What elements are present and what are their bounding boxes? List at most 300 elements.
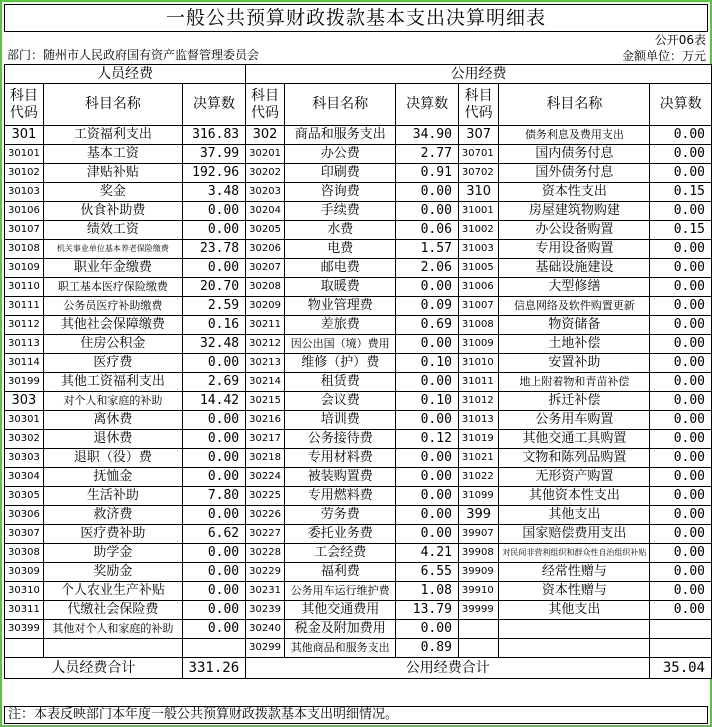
col-header-amount: 决算数 — [650, 84, 712, 126]
amount-cell: 0.00 — [650, 164, 712, 183]
subject-name-cell: 大型修缮 — [499, 278, 650, 297]
subject-name-cell: 办公费 — [284, 145, 396, 164]
subject-code-cell: 30227 — [246, 525, 285, 544]
col-header-code: 科目代码 — [5, 84, 44, 126]
amount-cell: 0.00 — [650, 126, 712, 145]
subject-name-cell: 租赁费 — [284, 373, 396, 392]
table-row — [5, 183, 712, 202]
subject-name-cell: 会议费 — [284, 392, 396, 411]
table-row — [5, 639, 712, 658]
subject-code-cell: 31013 — [458, 411, 499, 430]
subject-code-cell: 30240 — [246, 620, 285, 639]
col-header-code: 科目代码 — [246, 84, 285, 126]
col-header-amount: 决算数 — [182, 84, 245, 126]
subject-name-cell: 其他商品和服务支出 — [284, 639, 396, 658]
amount-cell: 34.90 — [396, 126, 458, 145]
subject-name-cell: 商品和服务支出 — [284, 126, 396, 145]
subject-code-cell: 30308 — [5, 544, 44, 563]
amount-cell: 0.00 — [650, 468, 712, 487]
subject-name-cell: 工资福利支出 — [43, 126, 182, 145]
amount-cell: 0.10 — [396, 354, 458, 373]
table-row — [5, 297, 712, 316]
subject-name-cell: 专用设备购置 — [499, 240, 650, 259]
amount-cell: 0.00 — [650, 525, 712, 544]
subject-code-cell: 310 — [458, 183, 499, 202]
subject-code-cell: 30302 — [5, 430, 44, 449]
amount-cell: 0.00 — [396, 183, 458, 202]
amount-cell: 0.00 — [650, 240, 712, 259]
amount-cell: 192.96 — [182, 164, 245, 183]
subject-name-cell: 救济费 — [43, 506, 182, 525]
amount-cell: 0.00 — [650, 563, 712, 582]
amount-cell: 0.89 — [396, 639, 458, 658]
subject-code-cell: 301 — [5, 126, 44, 145]
amount-cell: 0.00 — [396, 468, 458, 487]
subject-name-cell: 奖金 — [43, 183, 182, 202]
expenditure-table — [4, 64, 712, 679]
subject-code-cell: 31021 — [458, 449, 499, 468]
subject-name-cell: 办公设备购置 — [499, 221, 650, 240]
subject-name-cell: 无形资产购置 — [499, 468, 650, 487]
department-label: 部门：随州市人民政府国有资产监督管理委员会 — [7, 48, 260, 62]
subject-code-cell: 30207 — [246, 259, 285, 278]
amount-cell: 37.99 — [182, 145, 245, 164]
subject-code-cell: 30215 — [246, 392, 285, 411]
subject-code-cell: 31002 — [458, 221, 499, 240]
amount-cell: 0.00 — [650, 354, 712, 373]
subject-name-cell: 资本性赠与 — [499, 582, 650, 601]
table-row — [5, 601, 712, 620]
subject-name-cell: 邮电费 — [284, 259, 396, 278]
subject-name-cell: 其他资本性支出 — [499, 487, 650, 506]
amount-cell: 0.00 — [650, 544, 712, 563]
subject-code-cell: 30199 — [5, 373, 44, 392]
personnel-group-header: 人员经费 — [5, 65, 246, 84]
subject-code-cell: 31011 — [458, 373, 499, 392]
subject-name-cell: 个人农业生产补贴 — [43, 582, 182, 601]
amount-cell: 0.00 — [182, 601, 245, 620]
amount-cell: 0.69 — [396, 316, 458, 335]
subject-code-cell: 30213 — [246, 354, 285, 373]
table-row — [5, 145, 712, 164]
subject-name-cell: 房屋建筑物购建 — [499, 202, 650, 221]
table-row — [5, 449, 712, 468]
subject-code-cell: 30208 — [246, 278, 285, 297]
subject-name-cell: 绩效工资 — [43, 221, 182, 240]
subject-name-cell: 退休费 — [43, 430, 182, 449]
subject-code-cell: 31007 — [458, 297, 499, 316]
table-row — [5, 126, 712, 145]
subject-name-cell: 国家赔偿费用支出 — [499, 525, 650, 544]
amount-cell: 0.00 — [396, 525, 458, 544]
amount-cell: 0.00 — [182, 449, 245, 468]
subject-code-cell: 30114 — [5, 354, 44, 373]
subject-code-cell: 31003 — [458, 240, 499, 259]
table-row — [5, 563, 712, 582]
amount-cell: 0.00 — [650, 316, 712, 335]
amount-cell — [650, 639, 712, 658]
subject-name-cell: 职工基本医疗保险缴费 — [43, 278, 182, 297]
subject-code-cell: 30305 — [5, 487, 44, 506]
subject-code-cell: 30239 — [246, 601, 285, 620]
public-total-value: 35.04 — [650, 658, 712, 679]
subject-code-cell: 30217 — [246, 430, 285, 449]
subject-name-cell: 物资储备 — [499, 316, 650, 335]
subject-code-cell: 31006 — [458, 278, 499, 297]
subject-name-cell: 专用燃料费 — [284, 487, 396, 506]
col-header-name: 科目名称 — [499, 84, 650, 126]
subject-name-cell: 公务用车运行维护费 — [284, 582, 396, 601]
subject-name-cell: 公务用车购置 — [499, 411, 650, 430]
amount-cell: 0.00 — [182, 411, 245, 430]
subject-name-cell — [43, 639, 182, 658]
subject-name-cell: 基础设施建设 — [499, 259, 650, 278]
amount-cell: 0.00 — [396, 620, 458, 639]
amount-cell: 32.48 — [182, 335, 245, 354]
subject-name-cell: 其他交通工具购置 — [499, 430, 650, 449]
table-row — [5, 221, 712, 240]
table-row — [5, 468, 712, 487]
table-row — [5, 411, 712, 430]
amount-cell: 0.00 — [650, 411, 712, 430]
subject-name-cell: 其他对个人和家庭的补助 — [43, 620, 182, 639]
col-header-code: 科目代码 — [458, 84, 499, 126]
subject-name-cell: 抚恤金 — [43, 468, 182, 487]
subject-code-cell: 30111 — [5, 297, 44, 316]
subject-name-cell: 津贴补贴 — [43, 164, 182, 183]
subject-name-cell: 生活补助 — [43, 487, 182, 506]
amount-cell: 0.00 — [650, 392, 712, 411]
subject-code-cell: 30301 — [5, 411, 44, 430]
subject-code-cell: 30231 — [246, 582, 285, 601]
amount-cell: 0.00 — [650, 449, 712, 468]
amount-cell: 0.00 — [650, 297, 712, 316]
subject-name-cell: 其他工资福利支出 — [43, 373, 182, 392]
subject-name-cell: 福利费 — [284, 563, 396, 582]
subject-code-cell: 30303 — [5, 449, 44, 468]
amount-cell: 0.00 — [396, 411, 458, 430]
amount-cell: 3.48 — [182, 183, 245, 202]
subject-name-cell: 专用材料费 — [284, 449, 396, 468]
amount-cell: 7.80 — [182, 487, 245, 506]
table-row — [5, 259, 712, 278]
amount-cell: 0.00 — [182, 544, 245, 563]
subject-code-cell: 30212 — [246, 335, 285, 354]
amount-cell: 0.00 — [182, 506, 245, 525]
amount-cell: 0.12 — [396, 430, 458, 449]
subject-name-cell: 其他支出 — [499, 506, 650, 525]
amount-cell: 0.16 — [182, 316, 245, 335]
subject-name-cell — [499, 620, 650, 639]
subject-name-cell: 职业年金缴费 — [43, 259, 182, 278]
amount-cell: 0.00 — [650, 259, 712, 278]
table-row — [5, 392, 712, 411]
amount-cell: 0.00 — [650, 335, 712, 354]
subject-name-cell: 债务利息及费用支出 — [499, 126, 650, 145]
amount-cell: 0.00 — [182, 563, 245, 582]
subject-name-cell: 拆迁补偿 — [499, 392, 650, 411]
table-row — [5, 544, 712, 563]
subject-name-cell: 维修（护）费 — [284, 354, 396, 373]
subject-code-cell: 399 — [458, 506, 499, 525]
subject-name-cell: 其他支出 — [499, 601, 650, 620]
subject-code-cell: 30202 — [246, 164, 285, 183]
subject-name-cell: 公务员医疗补助缴费 — [43, 297, 182, 316]
amount-cell: 0.00 — [396, 278, 458, 297]
amount-cell: 0.00 — [396, 202, 458, 221]
amount-cell: 0.00 — [650, 487, 712, 506]
subject-code-cell: 30228 — [246, 544, 285, 563]
amount-cell: 0.00 — [650, 506, 712, 525]
subject-name-cell: 取暖费 — [284, 278, 396, 297]
amount-cell: 0.00 — [650, 202, 712, 221]
subject-name-cell: 其他交通费用 — [284, 601, 396, 620]
subject-name-cell: 助学金 — [43, 544, 182, 563]
subject-code-cell — [5, 639, 44, 658]
personnel-total-label: 人员经费合计 — [5, 658, 183, 679]
subject-code-cell: 31010 — [458, 354, 499, 373]
amount-cell: 0.00 — [182, 221, 245, 240]
amount-cell: 0.00 — [650, 145, 712, 164]
table-row — [5, 373, 712, 392]
amount-cell: 0.00 — [650, 601, 712, 620]
subject-code-cell: 39908 — [458, 544, 499, 563]
amount-cell — [182, 639, 245, 658]
subject-name-cell: 资本性支出 — [499, 183, 650, 202]
subject-name-cell: 对民间非营利组织和群众性自治组织补贴 — [499, 544, 650, 563]
subject-code-cell: 30218 — [246, 449, 285, 468]
page-title: 一般公共预算财政拨款基本支出决算明细表 — [4, 4, 708, 32]
subject-name-cell: 经常性赠与 — [499, 563, 650, 582]
subject-name-cell: 咨询费 — [284, 183, 396, 202]
subject-code-cell: 30211 — [246, 316, 285, 335]
subject-code-cell: 30113 — [5, 335, 44, 354]
table-row — [5, 316, 712, 335]
subject-code-cell: 30399 — [5, 620, 44, 639]
subject-name-cell: 住房公积金 — [43, 335, 182, 354]
subject-code-cell: 30112 — [5, 316, 44, 335]
subject-code-cell: 30205 — [246, 221, 285, 240]
amount-cell: 2.77 — [396, 145, 458, 164]
subject-code-cell: 30204 — [246, 202, 285, 221]
subject-code-cell: 307 — [458, 126, 499, 145]
amount-cell: 0.00 — [182, 620, 245, 639]
amount-cell: 0.00 — [650, 278, 712, 297]
subject-name-cell: 水费 — [284, 221, 396, 240]
subject-code-cell: 302 — [246, 126, 285, 145]
table-row — [5, 164, 712, 183]
table-row — [5, 620, 712, 639]
unit-label: 金额单位：万元 — [621, 49, 706, 63]
subject-code-cell: 303 — [5, 392, 44, 411]
subject-code-cell: 30701 — [458, 145, 499, 164]
public-total-label: 公用经费合计 — [246, 658, 650, 679]
subject-code-cell: 30110 — [5, 278, 44, 297]
subject-code-cell: 31005 — [458, 259, 499, 278]
amount-cell: 0.10 — [396, 392, 458, 411]
subject-name-cell: 劳务费 — [284, 506, 396, 525]
amount-cell: 0.09 — [396, 297, 458, 316]
subject-name-cell: 差旅费 — [284, 316, 396, 335]
subject-name-cell: 物业管理费 — [284, 297, 396, 316]
group-header-row — [5, 65, 712, 84]
subject-code-cell: 30107 — [5, 221, 44, 240]
amount-cell: 0.91 — [396, 164, 458, 183]
subject-name-cell: 印刷费 — [284, 164, 396, 183]
subject-code-cell: 30229 — [246, 563, 285, 582]
amount-cell: 6.62 — [182, 525, 245, 544]
subject-name-cell: 土地补偿 — [499, 335, 650, 354]
amount-cell: 0.06 — [396, 221, 458, 240]
amount-cell: 0.00 — [182, 582, 245, 601]
amount-cell: 0.00 — [650, 430, 712, 449]
subject-name-cell: 委托业务费 — [284, 525, 396, 544]
subject-name-cell: 对个人和家庭的补助 — [43, 392, 182, 411]
subject-code-cell: 30101 — [5, 145, 44, 164]
table-row — [5, 354, 712, 373]
amount-cell: 13.79 — [396, 601, 458, 620]
amount-cell: 4.21 — [396, 544, 458, 563]
subject-code-cell: 30216 — [246, 411, 285, 430]
subject-code-cell: 30106 — [5, 202, 44, 221]
subject-code-cell: 31022 — [458, 468, 499, 487]
subject-name-cell: 信息网络及软件购置更新 — [499, 297, 650, 316]
subject-name-cell: 电费 — [284, 240, 396, 259]
table-row — [5, 525, 712, 544]
subject-name-cell: 因公出国（境）费用 — [284, 335, 396, 354]
subject-name-cell: 离休费 — [43, 411, 182, 430]
subject-code-cell: 30226 — [246, 506, 285, 525]
table-row — [5, 278, 712, 297]
subject-name-cell: 公务接待费 — [284, 430, 396, 449]
amount-cell: 0.15 — [650, 221, 712, 240]
subject-code-cell — [458, 639, 499, 658]
amount-cell: 0.00 — [182, 354, 245, 373]
subject-name-cell: 工会经费 — [284, 544, 396, 563]
subject-code-cell: 31012 — [458, 392, 499, 411]
col-header-amount: 决算数 — [396, 84, 458, 126]
amount-cell: 316.83 — [182, 126, 245, 145]
subject-name-cell: 培训费 — [284, 411, 396, 430]
amount-cell: 23.78 — [182, 240, 245, 259]
subject-code-cell: 30311 — [5, 601, 44, 620]
column-header-row — [5, 84, 712, 126]
subject-name-cell: 被装购置费 — [284, 468, 396, 487]
subject-code-cell: 30306 — [5, 506, 44, 525]
amount-cell: 0.15 — [650, 183, 712, 202]
subject-name-cell: 代缴社会保险费 — [43, 601, 182, 620]
amount-cell: 1.08 — [396, 582, 458, 601]
table-row — [5, 506, 712, 525]
subject-code-cell: 30304 — [5, 468, 44, 487]
amount-cell: 0.00 — [182, 259, 245, 278]
amount-cell: 6.55 — [396, 563, 458, 582]
subject-name-cell: 伙食补助费 — [43, 202, 182, 221]
subject-code-cell: 31099 — [458, 487, 499, 506]
amount-cell: 2.06 — [396, 259, 458, 278]
subject-code-cell: 30310 — [5, 582, 44, 601]
personnel-total-value: 331.26 — [182, 658, 245, 679]
subject-name-cell: 地上附着物和青苗补偿 — [499, 373, 650, 392]
amount-cell — [650, 620, 712, 639]
subject-code-cell: 30108 — [5, 240, 44, 259]
subject-code-cell: 31009 — [458, 335, 499, 354]
amount-cell: 0.00 — [396, 373, 458, 392]
subject-code-cell: 30201 — [246, 145, 285, 164]
table-row — [5, 582, 712, 601]
table-code: 公开06表 — [654, 33, 706, 47]
subject-code-cell: 30209 — [246, 297, 285, 316]
subject-code-cell: 30224 — [246, 468, 285, 487]
col-header-name: 科目名称 — [43, 84, 182, 126]
subject-code-cell: 39910 — [458, 582, 499, 601]
public-group-header: 公用经费 — [246, 65, 712, 84]
amount-cell: 14.42 — [182, 392, 245, 411]
table-row — [5, 240, 712, 259]
subject-code-cell: 30109 — [5, 259, 44, 278]
subject-code-cell: 30307 — [5, 525, 44, 544]
table-row — [5, 202, 712, 221]
subject-code-cell: 30225 — [246, 487, 285, 506]
amount-cell: 0.00 — [396, 487, 458, 506]
amount-cell: 0.00 — [650, 373, 712, 392]
amount-cell: 0.00 — [396, 449, 458, 468]
subject-code-cell: 30103 — [5, 183, 44, 202]
table-row — [5, 335, 712, 354]
subject-code-cell: 30299 — [246, 639, 285, 658]
subject-name-cell: 医疗费补助 — [43, 525, 182, 544]
subject-code-cell: 39999 — [458, 601, 499, 620]
subject-name-cell: 退职（役）费 — [43, 449, 182, 468]
subject-name-cell: 其他社会保障缴费 — [43, 316, 182, 335]
subject-code-cell: 30214 — [246, 373, 285, 392]
table-row — [5, 430, 712, 449]
subject-name-cell — [499, 639, 650, 658]
amount-cell: 0.00 — [396, 506, 458, 525]
amount-cell: 0.00 — [650, 582, 712, 601]
footnote: 注：本表反映部门本年度一般公共预算财政拨款基本支出明细情况。 — [4, 706, 708, 724]
subject-name-cell: 税金及附加费用 — [284, 620, 396, 639]
subject-code-cell: 31008 — [458, 316, 499, 335]
subject-code-cell: 31019 — [458, 430, 499, 449]
subject-code-cell: 30206 — [246, 240, 285, 259]
subject-code-cell: 39907 — [458, 525, 499, 544]
amount-cell: 2.59 — [182, 297, 245, 316]
amount-cell: 0.00 — [182, 468, 245, 487]
subject-name-cell: 安置补助 — [499, 354, 650, 373]
subject-name-cell: 文物和陈列品购置 — [499, 449, 650, 468]
subject-code-cell: 39909 — [458, 563, 499, 582]
amount-cell: 1.57 — [396, 240, 458, 259]
subject-code-cell: 31001 — [458, 202, 499, 221]
amount-cell: 2.69 — [182, 373, 245, 392]
subject-name-cell: 机关事业单位基本养老保险缴费 — [43, 240, 182, 259]
totals-row — [5, 658, 712, 679]
subject-code-cell — [458, 620, 499, 639]
subject-name-cell: 基本工资 — [43, 145, 182, 164]
amount-cell: 0.00 — [182, 202, 245, 221]
subject-name-cell: 手续费 — [284, 202, 396, 221]
subject-name-cell: 医疗费 — [43, 354, 182, 373]
amount-cell: 0.00 — [182, 430, 245, 449]
col-header-name: 科目名称 — [284, 84, 396, 126]
subject-code-cell: 30309 — [5, 563, 44, 582]
subject-code-cell: 30102 — [5, 164, 44, 183]
amount-cell: 0.00 — [396, 335, 458, 354]
subject-name-cell: 奖励金 — [43, 563, 182, 582]
subject-code-cell: 30702 — [458, 164, 499, 183]
subject-name-cell: 国内债务付息 — [499, 145, 650, 164]
